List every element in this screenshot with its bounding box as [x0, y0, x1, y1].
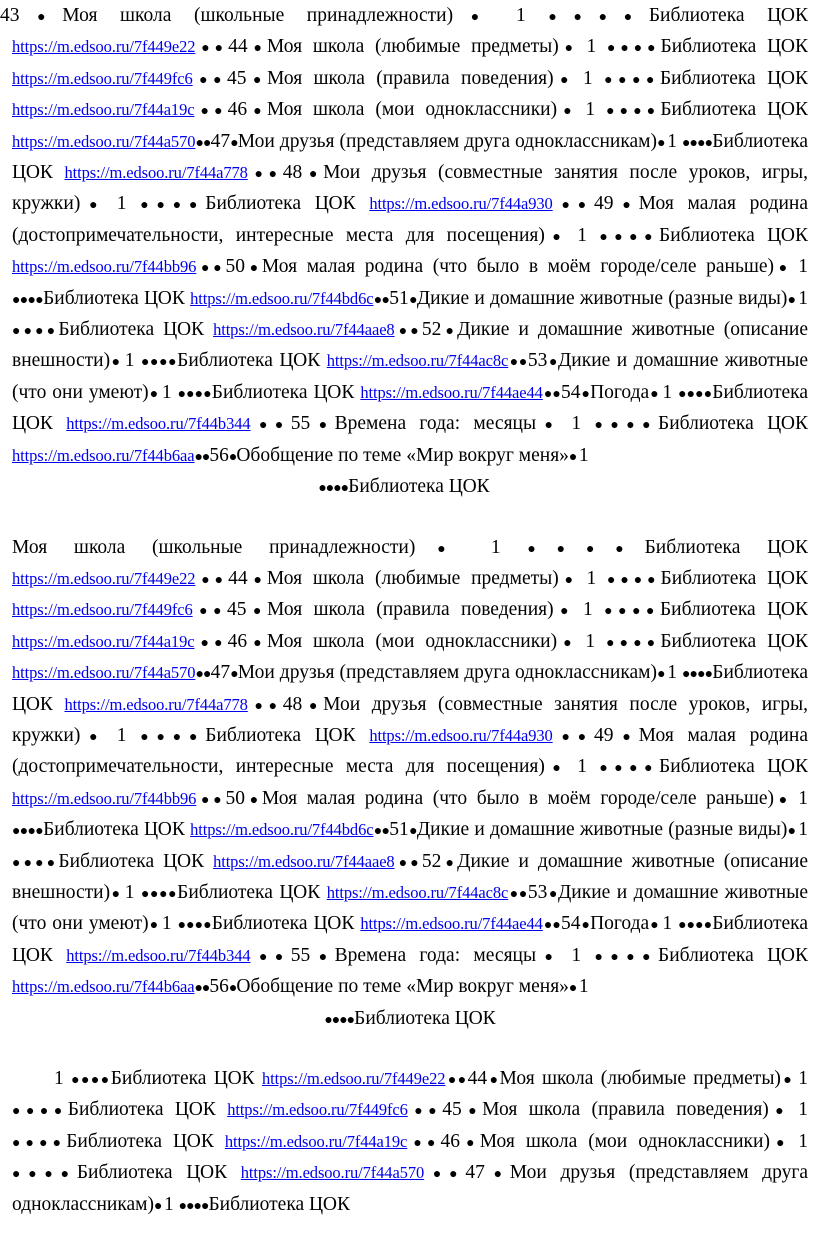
- bullet-marks: ●●: [195, 41, 229, 57]
- text-run: Мои друзья (представляем друга одноклассникам): [237, 662, 657, 684]
- resource-link[interactable]: https://m.edsoo.ru/7f449fc6: [12, 600, 193, 620]
- text-run: Библиотека ЦОК: [205, 193, 370, 215]
- text-run: Библиотека ЦОК: [354, 1007, 496, 1029]
- bullet-marks: ●: [80, 198, 117, 214]
- bullet-marks: ●: [536, 949, 572, 965]
- bullet-marks: ●●●●: [324, 1012, 355, 1028]
- text-run: Библиотека ЦОК: [66, 1130, 225, 1152]
- text-run: Обобщение по теме «Мир вокруг меня»: [236, 976, 569, 998]
- bullet-marks: ●: [787, 824, 799, 840]
- text-run: Моя школа (правила поведения): [266, 67, 554, 89]
- bullet-marks: ●: [228, 981, 237, 997]
- bullet-marks: ●: [557, 635, 586, 651]
- bullet-marks: ●●: [552, 729, 595, 745]
- bullet-marks: ●: [544, 761, 578, 777]
- bullet-marks: ●●: [194, 635, 228, 651]
- text-run: 1: [490, 536, 528, 558]
- resource-link[interactable]: https://m.edsoo.ru/7f449fc6: [227, 1100, 408, 1120]
- bullet-marks: ●●●●: [12, 324, 59, 340]
- paragraph-3: [12, 1064, 808, 1221]
- text-run: 1: [798, 819, 808, 841]
- text-run: 1: [667, 662, 682, 684]
- bullet-marks: ●●: [250, 418, 291, 434]
- text-run: 48: [282, 162, 303, 184]
- text-run: Дикие и домашние животные (что они умеют): [12, 350, 808, 403]
- paragraph-1: [0, 1, 809, 504]
- text-run: 1: [578, 976, 589, 998]
- resource-link[interactable]: https://m.edsoo.ru/7f449e22: [12, 37, 196, 57]
- text-run: Обобщение по теме «Мир вокруг меня»: [236, 444, 569, 466]
- bullet-marks: ●: [580, 386, 591, 402]
- text-run: Моя школа (школьные принадлежности): [62, 5, 454, 26]
- text-run: 51: [389, 287, 409, 309]
- text-run: 1: [798, 1099, 808, 1121]
- resource-link[interactable]: https://m.edsoo.ru/7f44aae8: [213, 320, 395, 340]
- text-run: Библиотека ЦОК: [205, 724, 370, 746]
- text-run: 47: [210, 130, 231, 152]
- bullet-marks: ●: [553, 604, 584, 620]
- resource-link[interactable]: https://m.edsoo.ru/7f44a778: [64, 163, 248, 183]
- bullet-marks: ●: [441, 855, 458, 871]
- bullet-marks: ●●: [247, 167, 283, 183]
- bullet-marks: ●●●●: [141, 886, 178, 902]
- bullet-marks: ●●: [424, 1167, 466, 1183]
- bullet-marks: ●●: [195, 572, 229, 588]
- bullet-marks: ●: [247, 635, 267, 651]
- text-run: 1: [585, 99, 607, 121]
- resource-link[interactable]: https://m.edsoo.ru/7f44b344: [66, 945, 251, 965]
- text-run: 56: [209, 444, 229, 466]
- bullet-marks: ●●: [394, 324, 422, 340]
- bullet-marks: ●: [557, 104, 586, 120]
- text-run: Дикие и домашние животные (описание внешности): [12, 850, 809, 903]
- text-run: 1: [662, 381, 679, 403]
- bullet-marks: ●●●●: [140, 729, 206, 745]
- bullet-marks: ●●: [373, 292, 390, 308]
- bullet-marks: ●: [657, 667, 668, 683]
- bullet-marks: ●●: [445, 1073, 468, 1088]
- text-run: 1: [583, 599, 605, 621]
- text-run: 46: [227, 99, 248, 121]
- text-run: Библиотека ЦОК: [12, 662, 808, 715]
- final-line: [12, 1004, 808, 1035]
- bullet-marks: ●●●●: [607, 572, 661, 588]
- text-run: Библиотека ЦОК: [208, 1193, 350, 1215]
- bullet-marks: ●●: [194, 981, 210, 997]
- bullet-marks: ●: [487, 1073, 500, 1088]
- bullet-marks: ●: [547, 886, 558, 902]
- text-run: 1: [124, 350, 141, 372]
- text-run: 1: [577, 224, 600, 246]
- text-run: Библиотека ЦОК: [58, 319, 214, 341]
- text-run: Библиотека ЦОК: [43, 819, 191, 841]
- resource-link[interactable]: https://m.edsoo.ru/7f44ae44: [360, 914, 543, 934]
- bullet-marks: ●: [230, 667, 238, 683]
- bullet-marks: ●: [649, 386, 663, 402]
- text-run: Библиотека ЦОК: [660, 567, 808, 589]
- bullet-marks: ●: [780, 1073, 799, 1088]
- text-run: 47: [210, 662, 231, 684]
- text-run: 1: [516, 5, 549, 26]
- text-run: Библиотека ЦОК: [43, 287, 191, 309]
- text-run: Мои друзья (представляем друга одноклассникам): [237, 130, 657, 152]
- bullet-marks: ●●: [195, 135, 211, 151]
- text-run: 55: [290, 944, 311, 966]
- text-run: Моя малая родина (что было в моём городе/селе раньше): [261, 256, 775, 278]
- bullet-marks: ●: [657, 135, 668, 151]
- text-run: Библиотека ЦОК: [660, 36, 808, 58]
- bullet-marks: ●●●●: [71, 1073, 111, 1088]
- bullet-marks: ●: [460, 1135, 480, 1151]
- lesson-number: 43: [0, 5, 20, 26]
- text-run: 47: [465, 1162, 485, 1184]
- text-run: Библиотека ЦОК: [177, 350, 327, 372]
- bullet-marks: ●: [19, 10, 63, 25]
- bullet-marks: ●: [787, 292, 799, 308]
- bullet-marks: ●●●●: [682, 667, 713, 683]
- text-run: Погода: [590, 913, 650, 935]
- text-run: 53: [527, 350, 548, 372]
- text-run: Моя школа (правила поведения): [482, 1099, 769, 1121]
- text-run: 54: [560, 913, 581, 935]
- text-run: Моя школа (любимые предметы): [266, 36, 559, 58]
- bullet-marks: ●: [453, 10, 517, 25]
- resource-link[interactable]: https://m.edsoo.ru/7f449e22: [12, 568, 196, 588]
- text-run: Библиотека ЦОК: [211, 913, 361, 935]
- text-run: 1: [662, 913, 679, 935]
- bullet-marks: ●●: [194, 104, 228, 120]
- text-run: 1: [161, 381, 178, 403]
- bullet-marks: ●: [544, 229, 578, 245]
- bullet-marks: ●: [230, 135, 238, 151]
- bullet-marks: ●●●●: [599, 229, 659, 245]
- text-run: 44: [228, 36, 248, 58]
- bullet-marks: ●●●●: [12, 292, 44, 308]
- text-run: 1: [586, 36, 608, 58]
- bullet-marks: ●●: [196, 792, 226, 808]
- text-run: 1: [798, 787, 808, 809]
- resource-link[interactable]: https://m.edsoo.ru/7f44b6aa: [12, 445, 195, 465]
- resource-link[interactable]: https://m.edsoo.ru/7f44bd6c: [190, 820, 374, 840]
- text-run: 1: [798, 256, 808, 278]
- bullet-marks: ●: [580, 918, 591, 934]
- text-run: Времена года: месяцы: [334, 944, 537, 966]
- text-run: 1: [578, 444, 589, 466]
- text-run: Библиотека ЦОК: [58, 850, 214, 872]
- text-run: Моя малая родина (достопримечательности, интересные места для посещения): [12, 193, 808, 246]
- bullet-marks: ●●●●: [606, 635, 661, 651]
- text-run: Моя школа (школьные принадлежности): [12, 536, 416, 558]
- text-run: Библиотека ЦОК: [659, 756, 808, 778]
- text-run: Мои друзья (совместные занятия после уроков, игры, кружки): [12, 162, 808, 215]
- bullet-marks: ●●●●: [682, 135, 713, 151]
- resource-link[interactable]: https://m.edsoo.ru/7f44ae44: [360, 382, 543, 402]
- text-run: 52: [421, 850, 442, 872]
- bullet-marks: ●: [310, 949, 335, 965]
- resource-link[interactable]: https://m.edsoo.ru/7f44a19c: [224, 1131, 408, 1151]
- bullet-marks: ●●: [394, 855, 422, 871]
- bullet-marks: ●●●●: [12, 1104, 68, 1120]
- text-run: Моя школа (любимые предметы): [499, 1068, 781, 1089]
- text-run: Дикие и домашние животные (разные виды): [416, 819, 788, 841]
- bullet-marks: ●: [247, 41, 267, 57]
- bullet-marks: ●: [553, 72, 584, 88]
- bullet-marks: ●●●●: [527, 541, 645, 557]
- bullet-marks: ●: [408, 824, 417, 840]
- resource-link[interactable]: https://m.edsoo.ru/7f44a570: [240, 1163, 425, 1183]
- text-run: 1: [161, 913, 178, 935]
- bullet-marks: ●: [148, 918, 162, 934]
- bullet-marks: ●●●●: [318, 481, 349, 497]
- text-run: Моя школа (правила поведения): [266, 599, 554, 621]
- text-run: Библиотека ЦОК: [348, 476, 490, 498]
- text-run: 52: [421, 319, 442, 341]
- bullet-marks: ●●●●: [678, 918, 713, 934]
- bullet-marks: ●: [558, 572, 587, 588]
- text-run: 49: [594, 724, 614, 746]
- text-run: 53: [527, 881, 548, 903]
- resource-link[interactable]: https://m.edsoo.ru/7f44aae8: [213, 851, 395, 871]
- bullet-marks: ●: [310, 418, 335, 434]
- text-run: 1: [798, 1130, 808, 1152]
- text-run: Дикие и домашние животные (что они умеют): [12, 881, 808, 935]
- text-run: 51: [389, 819, 409, 841]
- text-run: 50: [225, 256, 245, 278]
- bullet-marks: ●●: [195, 667, 211, 683]
- resource-link[interactable]: https://m.edsoo.ru/7f44a930: [369, 194, 553, 214]
- text-run: Дикие и домашние животные (разные виды): [416, 287, 788, 309]
- text-run: 1: [163, 1193, 179, 1215]
- text-run: Библиотека ЦОК: [12, 130, 808, 184]
- bullet-marks: ●: [302, 167, 324, 183]
- bullet-marks: ●: [568, 981, 579, 997]
- resource-link[interactable]: https://m.edsoo.ru/7f44b6aa: [12, 977, 195, 997]
- text-run: 1: [577, 756, 600, 778]
- bullet-marks: ●●: [508, 886, 528, 902]
- resource-link[interactable]: https://m.edsoo.ru/7f44bd6c: [190, 288, 374, 308]
- bullet-marks: ●●●●: [678, 386, 713, 402]
- bullet-marks: ●●: [542, 918, 561, 934]
- text-run: Библиотека ЦОК: [644, 536, 808, 558]
- bullet-marks: ●●●●: [604, 604, 660, 620]
- bullet-marks: ●: [547, 355, 558, 371]
- bullet-marks: ●: [613, 729, 639, 745]
- bullet-marks: ●●: [192, 72, 228, 88]
- text-run: Библиотека ЦОК: [12, 381, 808, 435]
- bullet-marks: ●: [536, 418, 572, 434]
- text-run: Дикие и домашние животные (описание внешности): [12, 319, 809, 372]
- bullet-marks: ●●: [247, 698, 283, 714]
- bullet-marks: ●●●●: [12, 855, 59, 871]
- text-run: 1: [667, 130, 682, 152]
- text-run: 44: [228, 567, 248, 589]
- bullet-marks: ●●: [407, 1135, 441, 1151]
- resource-link[interactable]: https://m.edsoo.ru/7f44a19c: [12, 100, 195, 120]
- text-run: 1: [124, 881, 141, 903]
- text-run: 45: [227, 599, 247, 621]
- resource-link[interactable]: https://m.edsoo.ru/7f44a19c: [12, 631, 195, 651]
- text-run: 1: [585, 630, 607, 652]
- text-run: Библиотека ЦОК: [648, 5, 809, 26]
- bullet-marks: ●●●●: [178, 1198, 209, 1214]
- bullet-marks: ●: [613, 198, 639, 214]
- bullet-marks: ●: [148, 386, 162, 402]
- text-run: Мои друзья (представляем друга одноклассникам): [12, 1162, 808, 1215]
- resource-link[interactable]: https://m.edsoo.ru/7f44bb96: [12, 257, 197, 277]
- bullet-marks: ●●●●: [594, 949, 659, 965]
- text-run: 1: [116, 193, 141, 215]
- text-run: 1: [54, 1068, 72, 1089]
- bullet-marks: ●●●●: [12, 824, 44, 840]
- resource-link[interactable]: https://m.edsoo.ru/7f44a570: [12, 131, 196, 151]
- bullet-marks: ●●●●: [599, 761, 659, 777]
- text-run: Библиотека ЦОК: [660, 630, 808, 652]
- bullet-marks: ●●●●: [604, 72, 660, 88]
- text-run: 1: [571, 944, 595, 966]
- text-run: Библиотека ЦОК: [12, 913, 808, 966]
- bullet-marks: ●●●●: [141, 355, 178, 371]
- bullet-marks: ●●●●: [12, 1135, 67, 1151]
- text-run: 1: [586, 567, 608, 589]
- text-run: 54: [560, 381, 581, 403]
- bullet-marks: ●●: [552, 198, 595, 214]
- text-run: Библиотека ЦОК: [658, 944, 808, 966]
- bullet-marks: ●: [484, 1167, 510, 1183]
- bullet-marks: ●●●●: [606, 104, 661, 120]
- text-run: 1: [116, 724, 141, 746]
- resource-link[interactable]: https://m.edsoo.ru/7f449e22: [262, 1069, 446, 1088]
- text-run: Моя школа (мои одноклассники): [266, 630, 558, 652]
- bullet-marks: ●: [768, 1104, 799, 1120]
- bullet-marks: ●: [80, 729, 117, 745]
- resource-link[interactable]: https://m.edsoo.ru/7f44ac8c: [326, 351, 509, 371]
- resource-link[interactable]: https://m.edsoo.ru/7f44bb96: [12, 788, 197, 808]
- resource-link[interactable]: https://m.edsoo.ru/7f44a930: [369, 725, 553, 745]
- bullet-marks: ●●: [194, 449, 210, 465]
- bullet-marks: ●: [558, 41, 587, 57]
- bullet-marks: ●●●●: [594, 418, 659, 434]
- bullet-marks: ●: [246, 72, 267, 88]
- bullet-marks: ●●: [508, 355, 528, 371]
- bullet-marks: ●: [247, 572, 267, 588]
- resource-link[interactable]: https://m.edsoo.ru/7f44a778: [64, 694, 248, 714]
- bullet-marks: ●●●●: [177, 918, 212, 934]
- text-run: Библиотека ЦОК: [67, 1099, 228, 1121]
- bullet-marks: ●: [769, 1135, 799, 1151]
- final-line: [12, 472, 808, 503]
- text-run: Библиотека ЦОК: [660, 99, 808, 121]
- bullet-marks: ●●●●: [177, 386, 212, 402]
- bullet-marks: ●: [568, 449, 579, 465]
- bullet-marks: ●●●●: [548, 10, 649, 25]
- bullet-marks: ●●●●: [140, 198, 206, 214]
- text-run: Моя школа (мои одноклассники): [479, 1130, 770, 1152]
- text-run: 50: [225, 787, 245, 809]
- text-run: Библиотека ЦОК: [659, 224, 808, 246]
- text-run: Мои друзья (совместные занятия после уроков, игры, кружки): [12, 693, 808, 746]
- text-run: Библиотека ЦОК: [76, 1162, 241, 1184]
- bullet-marks: ●: [244, 261, 262, 277]
- text-run: Погода: [590, 381, 650, 403]
- resource-link[interactable]: https://m.edsoo.ru/7f44b344: [66, 414, 251, 434]
- text-run: Библиотека ЦОК: [211, 381, 361, 403]
- text-run: 56: [209, 976, 229, 998]
- resource-link[interactable]: https://m.edsoo.ru/7f449fc6: [12, 68, 193, 88]
- bullet-marks: ●: [415, 541, 491, 557]
- text-run: 55: [290, 413, 311, 435]
- text-run: Библиотека ЦОК: [659, 599, 808, 621]
- text-run: Моя малая родина (достопримечательности, интересные места для посещения): [12, 724, 808, 778]
- text-run: 48: [282, 693, 303, 715]
- text-run: Библиотека ЦОК: [110, 1068, 263, 1089]
- text-run: 44: [467, 1068, 488, 1089]
- resource-link[interactable]: https://m.edsoo.ru/7f44ac8c: [326, 882, 509, 902]
- bullet-marks: ●: [154, 1198, 164, 1214]
- text-run: Библиотека ЦОК: [659, 67, 808, 89]
- bullet-marks: ●: [461, 1104, 483, 1120]
- bullet-marks: ●: [110, 355, 125, 371]
- text-run: Моя малая родина (что было в моём городе/селе раньше): [261, 787, 775, 809]
- text-run: 1: [571, 413, 595, 435]
- text-run: 46: [227, 630, 248, 652]
- text-run: 45: [227, 67, 247, 89]
- bullet-marks: ●: [246, 604, 267, 620]
- bullet-marks: ●●: [542, 386, 561, 402]
- bullet-marks: ●●●●: [12, 1167, 77, 1183]
- bullet-marks: ●: [244, 792, 262, 808]
- text-run: Времена года: месяцы: [334, 413, 537, 435]
- text-run: Моя школа (любимые предметы): [266, 567, 559, 589]
- text-run: Моя школа (мои одноклассники): [266, 99, 558, 121]
- bullet-marks: ●●: [407, 1104, 443, 1120]
- text-run: 1: [583, 67, 605, 89]
- bullet-marks: ●●●●: [607, 41, 661, 57]
- bullet-marks: ●●: [373, 824, 390, 840]
- text-run: Библиотека ЦОК: [658, 413, 808, 435]
- bullet-marks: ●: [441, 324, 458, 340]
- text-run: 1: [798, 287, 808, 309]
- bullet-marks: ●●: [192, 604, 228, 620]
- bullet-marks: ●: [228, 449, 237, 465]
- bullet-marks: ●: [408, 292, 417, 308]
- bullet-marks: ●●: [196, 261, 226, 277]
- text-run: 45: [442, 1099, 462, 1121]
- bullet-marks: ●: [110, 886, 125, 902]
- text-run: Библиотека ЦОК: [177, 881, 327, 903]
- resource-link[interactable]: https://m.edsoo.ru/7f44a570: [12, 663, 196, 683]
- bullet-marks: ●: [302, 698, 324, 714]
- bullet-marks: ●: [774, 792, 799, 808]
- bullet-marks: ●: [774, 261, 799, 277]
- paragraph-2: [12, 533, 808, 1036]
- text-run: 46: [440, 1130, 461, 1152]
- bullet-marks: ●●: [250, 949, 291, 965]
- bullet-marks: ●: [247, 104, 267, 120]
- text-run: 49: [594, 193, 614, 215]
- text-run: 1: [798, 1068, 808, 1089]
- bullet-marks: ●: [649, 918, 663, 934]
